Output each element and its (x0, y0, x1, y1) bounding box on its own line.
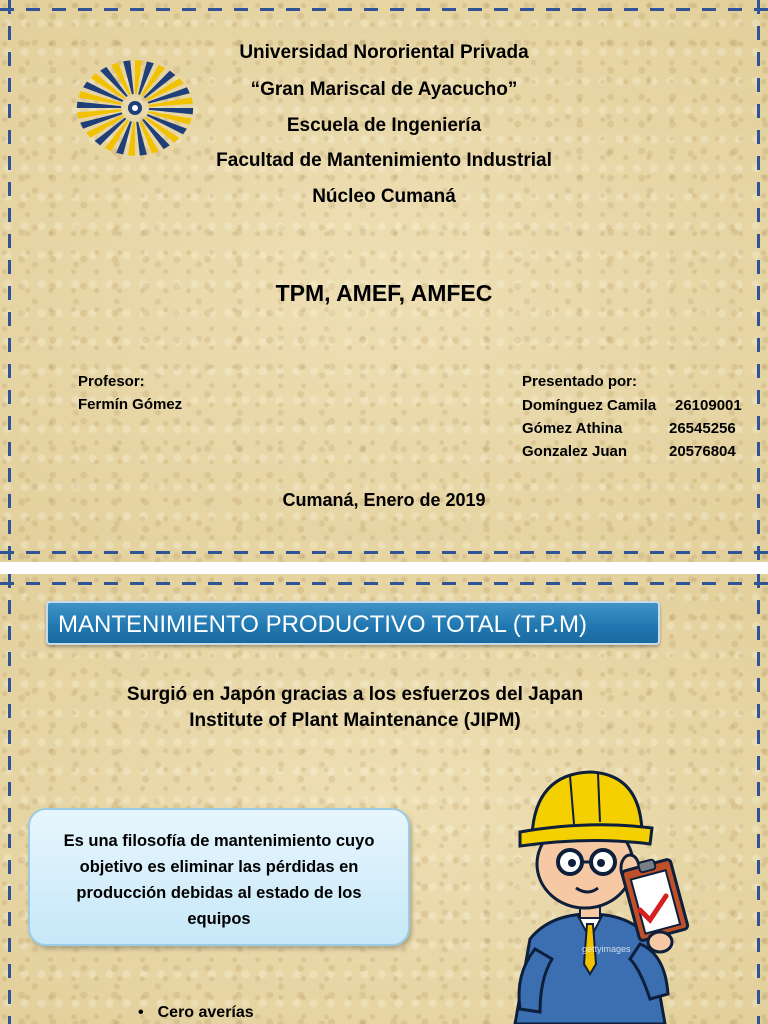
place-date: Cumaná, Enero de 2019 (282, 490, 486, 510)
bullet-text: Cero averías (157, 1004, 254, 1021)
watermark-text: gettyimages (582, 944, 631, 954)
student-name: Domínguez Camila (522, 397, 657, 414)
definition-callout (28, 808, 410, 946)
dashed-border-left (8, 574, 11, 1024)
student-name: Gonzalez Juan (522, 443, 628, 460)
presented-by-label: Presentado por: (522, 373, 638, 390)
faculty-name: Facultad de Mantenimiento Industrial (216, 150, 552, 171)
institution-name: Universidad Nororiental Privada (239, 42, 529, 63)
tpm-slide (0, 574, 768, 1024)
presentation-title: TPM, AMEF, AMFEC (275, 280, 493, 306)
student-name: Gómez Athina (522, 420, 623, 437)
callout-line: equipos (187, 910, 251, 928)
campus-name: Núcleo Cumaná (312, 186, 456, 207)
intro-text (100, 682, 610, 734)
institution-subtitle: “Gran Mariscal de Ayacucho” (250, 79, 518, 100)
intro-line: Surgió en Japón gracias a los esfuerzos del Japan (126, 684, 584, 705)
engineer-character-illustration (490, 764, 690, 1024)
student-id: 20576804 (669, 443, 736, 460)
university-logo (74, 48, 196, 160)
slide-separator (0, 562, 768, 574)
dashed-border-top (0, 582, 768, 585)
section-title-banner: MANTENIMIENTO PRODUCTIVO TOTAL (T.P.M) (46, 601, 660, 645)
student-id: 26545256 (669, 420, 736, 437)
bullet-item (138, 1004, 254, 1022)
student-id: 26109001 (675, 397, 742, 414)
callout-line: producción debidas al estado de los (76, 884, 362, 902)
intro-line: Institute of Plant Maintenance (JIPM) (189, 710, 521, 731)
callout-line: Es una filosofía de mantenimiento cuyo (63, 832, 375, 850)
dashed-border-right (757, 574, 760, 1024)
bullet-dot-icon: • (138, 1004, 144, 1021)
professor-label: Profesor: (78, 373, 145, 390)
dashed-border-bottom (0, 551, 768, 554)
professor-name: Fermín Gómez (78, 396, 183, 413)
dashed-border-top (0, 8, 768, 11)
callout-line: objetivo es eliminar las pérdidas en (79, 858, 359, 876)
school-name: Escuela de Ingeniería (286, 115, 482, 136)
